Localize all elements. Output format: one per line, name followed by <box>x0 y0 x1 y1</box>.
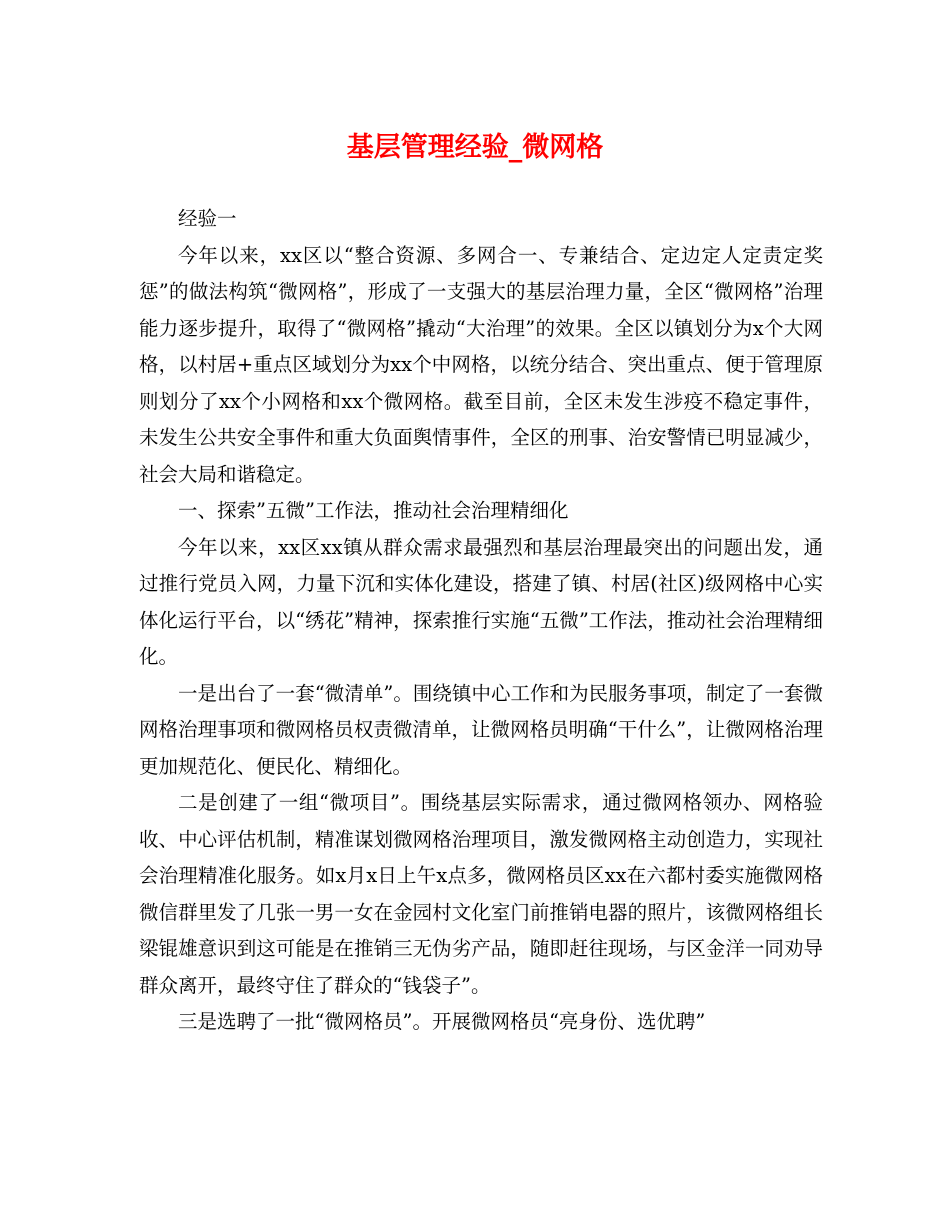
paragraph-intro: 今年以来，xx区以“整合资源、多网合一、专兼结合、定边定人定责定奖惩”的做法构筑“微网格”，形成了一支强大的基层治理力量，全区“微网格”治理能力逐步提升，取得了“微网格”撬动“大治理”的效果。全区以镇划分为x个大网格，以村居+重点区域划分为xx个中网格，以统分结合、突出重点、便于管理原则划分了xx个小网格和xx个微网格。截至目前，全区未发生涉疫不稳定事件，未发生公共安全事件和重大负面舆情事件，全区的刑事、治安警情已明显减少，社会大局和谐稳定。 <box>139 243 823 486</box>
paragraph-micro-grid-staff: 三是选聘了一批“微网格员”。开展微网格员“亮身份、选优聘” <box>178 1010 706 1033</box>
document-title: 基层管理经验_微网格 <box>346 132 604 163</box>
paragraph-micro-checklist: 一是出台了一套“微清单”。围绕镇中心工作和为民服务事项，制定了一套微网格治理事项和微网格员权责微清单，让微网格员明确“干什么”，让微网格治理更加规范化、便民化、精细化。 <box>139 681 823 778</box>
paragraph-section-1-intro: 今年以来，xx区xx镇从群众需求最强烈和基层治理最突出的问题出发，通过推行党员入网，力量下沉和实体化建设，搭建了镇、村居(社区)级网格中心实体化运行平台，以“绣花”精神，探索推行实施“五微”工作法，推动社会治理精细化。 <box>139 535 823 668</box>
paragraph-section-heading-1: 一、探索”五微”工作法，推动社会治理精细化 <box>178 499 569 522</box>
paragraph-heading-experience-one: 经验一 <box>178 207 237 230</box>
document-body <box>139 201 823 1041</box>
paragraph-micro-projects: 二是创建了一组“微项目”。围绕基层实际需求，通过微网格领办、网格验收、中心评估机制，精准谋划微网格治理项目，激发微网格主动创造力，实现社会治理精准化服务。如x月x日上午x点多，微网格员区xx在六都村委实施微网格微信群里发了几张一男一女在金园村文化室门前推销电器的照片，该微网格组长梁锟雄意识到这可能是在推销三无伪劣产品，随即赶往现场，与区金洋一同劝导群众离开，最终守住了群众的“钱袋子”。 <box>139 791 823 997</box>
